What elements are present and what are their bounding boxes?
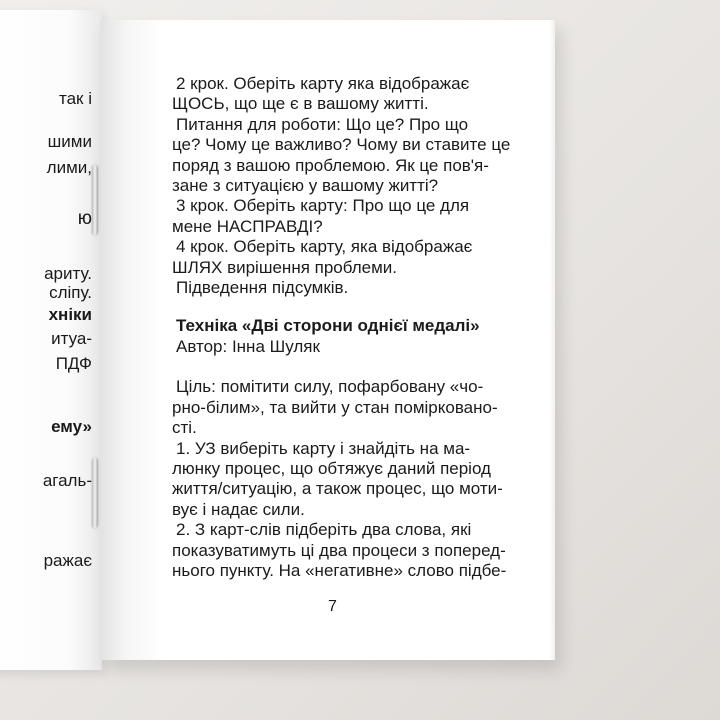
body-line: 3 крок. Оберіть карту: Про що це для bbox=[176, 196, 470, 216]
step-line: люнку процес, що обтяжує даний період bbox=[172, 458, 491, 478]
left-page-text: ражає bbox=[43, 551, 92, 570]
left-page-text: шими bbox=[47, 132, 92, 151]
goal-line: Ціль: помітити силу, пофарбовану «чо- bbox=[176, 377, 484, 397]
left-page-text: ю bbox=[77, 208, 92, 229]
page-number: 7 bbox=[328, 598, 337, 615]
body-line: 4 крок. Оберіть карту, яка відображає bbox=[176, 237, 473, 257]
left-page-text: агаль- bbox=[42, 471, 92, 490]
step-line: вує і надає сили. bbox=[172, 499, 305, 519]
body-line: ЩОСЬ, що ще є в вашому житті. bbox=[172, 94, 429, 114]
author-line: Автор: Інна Шуляк bbox=[176, 336, 320, 356]
body-line: Питання для роботи: Що це? Про що bbox=[176, 114, 469, 134]
left-page-text: ариту. bbox=[44, 264, 92, 283]
body-line: зане з ситуацією у вашому житті? bbox=[172, 176, 439, 196]
staple bbox=[92, 458, 98, 528]
left-page-text: ПДФ bbox=[55, 354, 92, 373]
section-title: Техніка «Дві сторони однієї медалі» bbox=[176, 316, 480, 336]
left-page-text: ему» bbox=[51, 417, 92, 436]
step-line: життя/ситуацію, а також процес, що моти- bbox=[172, 479, 503, 499]
goal-line: сті. bbox=[172, 418, 197, 438]
step-line: 2. З карт-слів підберіть два слова, які bbox=[176, 520, 472, 540]
step-line: нього пункту. На «негативне» слово підбе- bbox=[172, 560, 507, 580]
right-page-body bbox=[172, 74, 511, 581]
staple bbox=[92, 165, 98, 235]
left-page-text: так і bbox=[59, 89, 92, 108]
body-line: це? Чому це важливо? Чому ви ставите це bbox=[172, 135, 511, 155]
body-line: мене НАСПРАВДІ? bbox=[172, 216, 323, 236]
goal-line: рно-білим», та вийти у стан помірковано- bbox=[172, 397, 498, 417]
body-line: ШЛЯХ вирішення проблеми. bbox=[172, 257, 398, 277]
left-page-text: итуа- bbox=[51, 329, 92, 348]
left-page-text: хніки bbox=[48, 305, 92, 324]
step-line: 1. УЗ виберіть карту і знайдіть на ма- bbox=[176, 438, 471, 458]
body-line: поряд з вашою проблемою. Як це пов'я- bbox=[172, 155, 489, 175]
body-line: Підведення підсумків. bbox=[176, 278, 349, 298]
left-page bbox=[0, 10, 102, 670]
left-page-text: лими, bbox=[46, 158, 92, 177]
body-line: 2 крок. Оберіть карту яка відображає bbox=[176, 74, 470, 93]
left-page-text: сліпу. bbox=[49, 283, 92, 302]
step-line: показуватимуть ці два процеси з поперед- bbox=[172, 540, 506, 560]
